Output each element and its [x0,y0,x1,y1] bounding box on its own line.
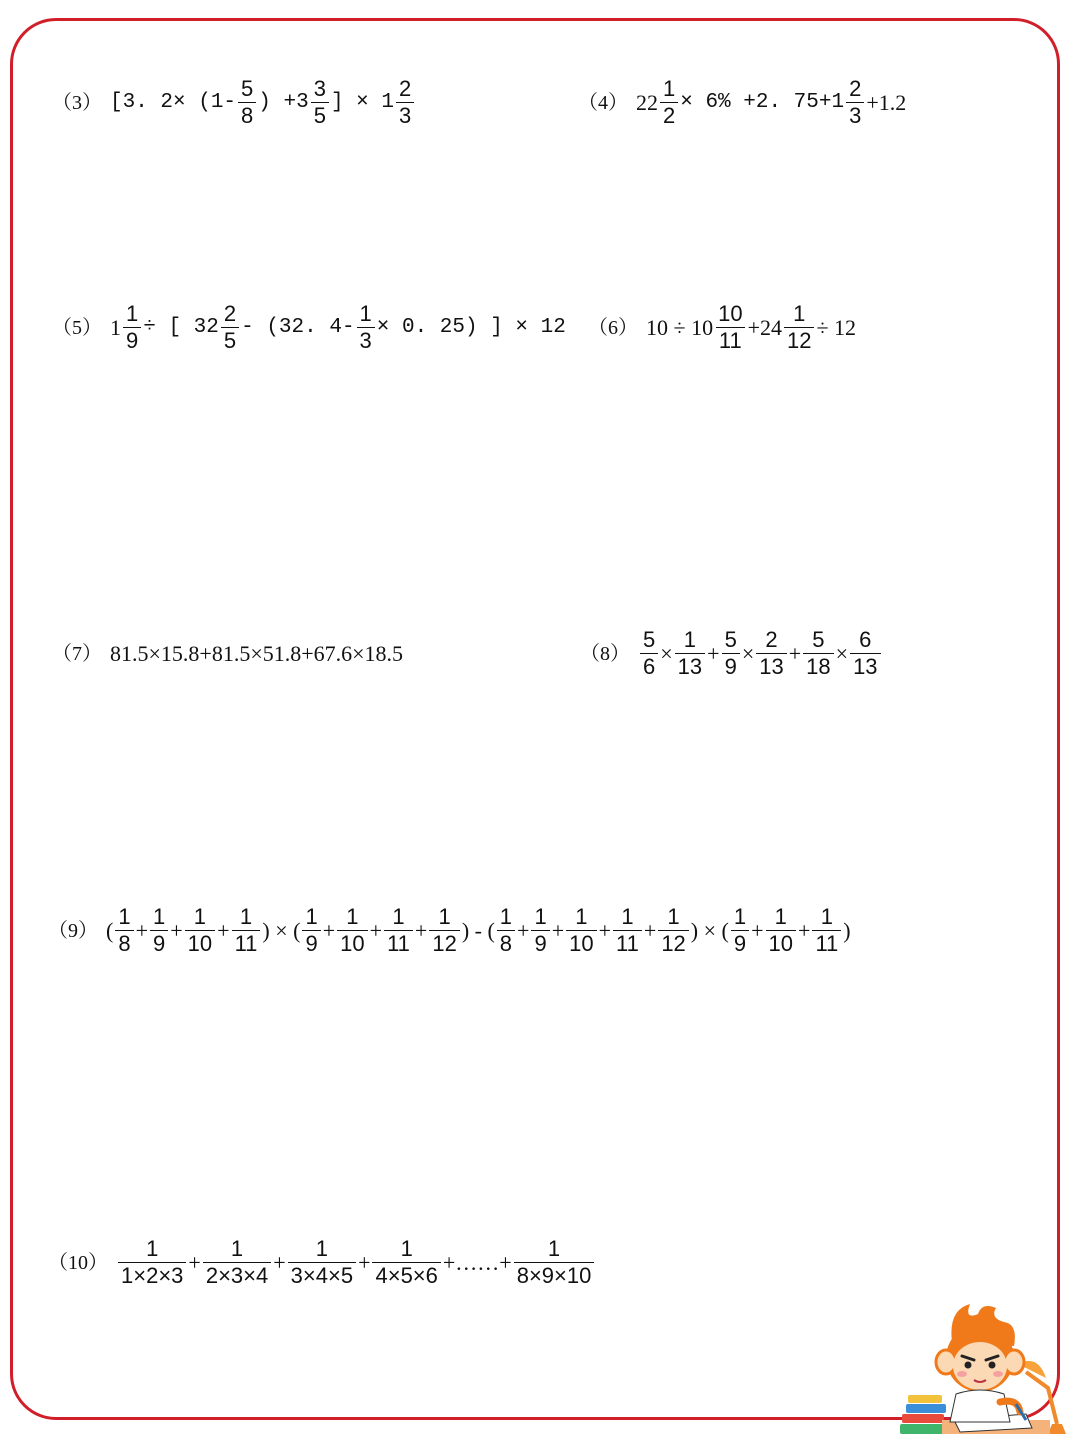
fraction [118,1238,186,1287]
expression-text: + [798,917,811,943]
expression-text: + [707,640,720,666]
expression-text: × [660,640,673,666]
fraction-denominator: 9 [531,930,549,955]
fraction [357,303,375,352]
fraction [288,1238,356,1287]
fraction [784,303,814,352]
problem-number: （10） [48,1251,108,1274]
fraction-numerator: 5 [724,627,737,652]
fraction [238,78,256,127]
fraction-denominator: 10 [766,930,796,955]
fraction-denominator: 3×4×5 [288,1262,356,1287]
fraction-denominator: 4×5×6 [372,1262,440,1287]
fraction-denominator: 9 [150,930,168,955]
fraction [566,906,596,955]
fraction-numerator: 2 [849,76,862,101]
expression-text: [3. 2× (1- [110,91,237,114]
fraction [185,906,215,955]
fraction-numerator: 2 [398,76,412,101]
fraction-numerator: 1 [575,904,588,929]
fraction-numerator: 1 [793,301,806,326]
fraction-denominator: 3 [396,102,414,127]
fraction-numerator: 1 [547,1236,561,1261]
problem-number: （3） [52,91,102,114]
problem-6 [588,303,856,352]
expression-text: + [217,917,230,943]
fraction-numerator: 1 [820,904,833,929]
fraction-numerator: 1 [667,904,680,929]
fraction-denominator: 5 [311,102,329,127]
fraction-numerator: 1 [392,904,405,929]
fraction-numerator: 1 [534,904,547,929]
expression-text: ( [106,917,114,943]
expression-text: 81.5×15.8+81.5×51.8+67.6×18.5 [110,641,404,666]
expression-text: ) × ( [690,917,729,943]
fraction-numerator: 1 [315,1236,328,1261]
fraction [372,1238,440,1287]
expression-text: + [551,917,565,943]
expression-text: + [188,1249,201,1275]
problem-number: （4） [578,91,628,114]
problem-4 [578,78,906,127]
problem-7 [52,643,403,665]
books-stack-icon [900,1395,946,1434]
fraction-numerator: 1 [146,1236,159,1261]
fraction [203,1238,271,1287]
fraction-numerator: 2 [223,301,237,326]
fraction [658,906,688,955]
fraction-denominator: 2 [660,102,678,127]
fraction-denominator: 11 [232,930,261,955]
fraction-numerator: 1 [499,904,513,929]
fraction-numerator: 1 [153,904,166,929]
problem-number: （7） [52,643,102,665]
expression-text: ) +3 [258,91,309,114]
fraction [123,303,141,352]
problem-8 [580,629,883,678]
fraction [660,78,678,127]
fraction [311,78,329,127]
fraction-denominator: 8 [115,930,133,955]
expression-text: ) × ( [262,917,301,943]
fraction-denominator: 11 [613,930,642,955]
fraction [731,906,749,955]
fraction-numerator: 1 [359,301,372,326]
fraction-denominator: 6 [640,653,658,678]
expression-text: + [517,917,530,943]
fraction-denominator: 13 [675,653,705,678]
expression-text: ÷ 12 [816,314,857,340]
fraction [803,629,833,678]
fraction-numerator: 1 [346,904,359,929]
problem-number: （9） [48,919,98,942]
fraction-denominator: 9 [731,930,749,955]
fraction [150,906,168,955]
fraction-numerator: 6 [859,627,872,652]
expression-text: 22 [636,89,658,115]
fraction [115,906,133,955]
problem-5 [52,303,566,352]
fraction [232,906,261,955]
fraction-numerator: 1 [438,904,451,929]
fraction [846,78,864,127]
fraction [613,906,642,955]
expression-text: 1 [110,314,121,340]
problem-number: （8） [580,642,630,665]
problem-3 [52,78,416,127]
fraction-denominator: 2×3×4 [203,1262,271,1287]
fraction [302,906,320,955]
fraction [640,629,658,678]
fraction-denominator: 3 [846,102,864,127]
fraction-denominator: 8×9×10 [514,1262,595,1287]
fraction [514,1238,595,1287]
fraction-numerator: 1 [733,904,747,929]
fraction-denominator: 11 [716,327,745,352]
fraction-denominator: 9 [722,653,740,678]
expression-text: ) - ( [461,917,495,943]
fraction [396,78,414,127]
expression-text: + [170,917,183,943]
fraction-denominator: 11 [384,930,413,955]
expression-text: × [835,640,849,666]
fraction-denominator: 13 [756,653,786,678]
fraction-denominator: 8 [497,930,515,955]
fraction-numerator: 2 [765,627,778,652]
fraction-numerator: 1 [305,904,318,929]
expression-text: ) [843,917,851,943]
fraction-denominator: 3 [357,327,375,352]
problem-9 [48,906,851,955]
fraction-denominator: 5 [221,327,239,352]
fraction-numerator: 3 [313,76,326,101]
fraction [337,906,367,955]
expression-text: + [358,1249,371,1275]
expression-text: + [322,917,336,943]
monkey-mascot-illustration [898,1302,1070,1436]
fraction-numerator: 5 [812,627,825,652]
fraction-denominator: 9 [123,327,141,352]
fraction-numerator: 1 [230,1236,244,1261]
fraction-numerator: 1 [126,301,139,326]
fraction [722,629,740,678]
expression-text: + [643,917,657,943]
fraction-denominator: 9 [302,930,320,955]
expression-text: + [135,917,148,943]
fraction-denominator: 10 [566,930,596,955]
expression-text: +1.2 [866,89,907,115]
fraction-numerator: 1 [239,904,253,929]
expression-text: × 0. 25) ] × 12 [376,316,566,339]
problem-10 [48,1238,596,1287]
fraction-numerator: 10 [718,301,743,326]
fraction-denominator: 11 [812,930,841,955]
expression-text: + [751,917,764,943]
fraction-denominator: 1×2×3 [118,1262,186,1287]
fraction [812,906,841,955]
fraction [850,629,880,678]
fraction [766,906,796,955]
fraction-numerator: 1 [683,627,697,652]
fraction-numerator: 1 [774,904,787,929]
fraction-numerator: 1 [400,1236,413,1261]
fraction-denominator: 12 [429,930,459,955]
fraction [384,906,413,955]
fraction [221,303,239,352]
fraction-numerator: 1 [118,904,131,929]
fraction-denominator: 8 [238,102,256,127]
fraction [675,629,705,678]
fraction-numerator: 1 [193,904,207,929]
problem-number: （6） [588,316,638,339]
fraction-denominator: 13 [850,653,880,678]
fraction-denominator: 10 [185,930,215,955]
expression-text: +……+ [442,1249,512,1275]
fraction-numerator: 1 [663,76,676,101]
expression-text: ] × 1 [330,91,394,114]
expression-text: 10 ÷ 10 [646,314,714,340]
expression-text: +24 [747,314,782,340]
expression-text: + [369,917,383,943]
expression-text: + [273,1249,286,1275]
expression-text: - (32. 4- [241,316,355,339]
expression-text: + [598,917,612,943]
fraction-denominator: 12 [658,930,688,955]
expression-text: × [741,640,755,666]
fraction [497,906,515,955]
fraction [715,303,745,352]
fraction [429,906,459,955]
expression-text: × 6% +2. 75+1 [680,91,845,114]
fraction-numerator: 1 [621,904,634,929]
fraction-denominator: 12 [784,327,814,352]
fraction-numerator: 5 [643,627,656,652]
fraction-denominator: 18 [803,653,833,678]
fraction-denominator: 10 [337,930,367,955]
expression-text: ÷ [ 32 [143,316,219,339]
fraction [756,629,786,678]
expression-text: + [414,917,428,943]
fraction-numerator: 5 [241,76,254,101]
page-frame [10,18,1060,1420]
problem-number: （5） [52,316,102,339]
fraction [531,906,549,955]
expression-text: + [788,640,802,666]
